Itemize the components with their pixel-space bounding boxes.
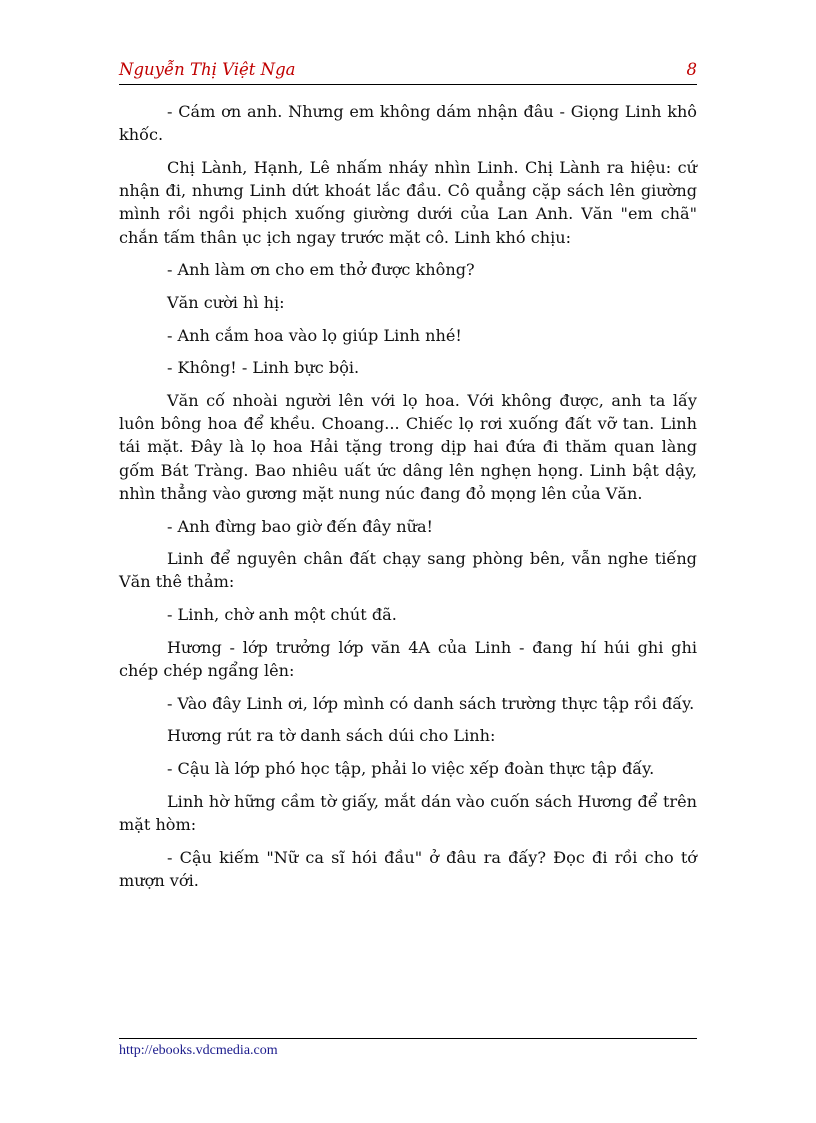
paragraph: - Anh làm ơn cho em thở được không? xyxy=(167,260,475,280)
paragraph: - Linh, chờ anh một chút đã. xyxy=(167,605,397,625)
paragraph: Văn cười hì hị: xyxy=(167,292,285,312)
paragraph: - Vào đây Linh ơi, lớp mình có danh sách trường thực tập rồi đấy. xyxy=(167,693,695,713)
footer-divider xyxy=(119,1038,697,1039)
page-header xyxy=(119,60,697,79)
paragraph: - Cậu là lớp phó học tập, phải lo việc xếp đoàn thực tập đấy. xyxy=(167,759,655,779)
paragraph: - Cám ơn anh. Nhưng em không dám nhận đâu - Giọng Linh khô khốc. xyxy=(119,102,697,145)
paragraph: - Anh đừng bao giờ đến đây nữa! xyxy=(167,516,434,536)
header-author: Nguyễn Thị Việt Nga xyxy=(119,60,296,79)
body-text xyxy=(119,100,697,902)
footer-url[interactable]: http://ebooks.vdcmedia.com xyxy=(119,1043,278,1058)
paragraph: Linh để nguyên chân đất chạy sang phòng bên, vẫn nghe tiếng Văn thê thảm: xyxy=(119,549,697,592)
paragraph: - Anh cắm hoa vào lọ giúp Linh nhé! xyxy=(167,325,462,345)
paragraph: Hương rút ra tờ danh sách dúi cho Linh: xyxy=(167,726,496,746)
header-page-number: 8 xyxy=(686,60,697,79)
paragraph: Linh hờ hững cầm tờ giấy, mắt dán vào cuốn sách Hương để trên mặt hòm: xyxy=(119,791,697,835)
paragraph: Hương - lớp trưởng lớp văn 4A của Linh - đang hí húi ghi ghi chép chép ngẩng lên: xyxy=(119,637,697,681)
header-divider xyxy=(119,84,697,85)
paragraph: Chị Lành, Hạnh, Lê nhấm nháy nhìn Linh. Chị Lành ra hiệu: cứ nhận đi, nhưng Linh dứt khoát lắc đầu. Cô quẳng cặp sách lên giường mình rồi ngồi phịch xuống giường dưới của Lan Anh. Văn "em chã" chắn tấm thân ục ịch ngay trước mặt cô. Linh khó chịu: xyxy=(119,157,697,247)
paragraph: Văn cố nhoài người lên với lọ hoa. Với không được, anh ta lấy luôn bông hoa để khều. Choang... Chiếc lọ rơi xuống đất vỡ tan. Linh tái mặt. Đây là lọ hoa Hải tặng trong dịp hai đứa đi thăm quan làng gốm Bát Tràng. Bao nhiêu uất ức dâng lên nghẹn họng. Linh bật dậy, nhìn thẳng vào gương mặt nung núc đang đỏ mọng lên của Văn. xyxy=(119,391,697,503)
paragraph: - Không! - Linh bực bội. xyxy=(167,358,360,378)
paragraph: - Cậu kiếm "Nữ ca sĩ hói đầu" ở đâu ra đấy? Đọc đi rồi cho tớ mượn với. xyxy=(119,847,697,890)
